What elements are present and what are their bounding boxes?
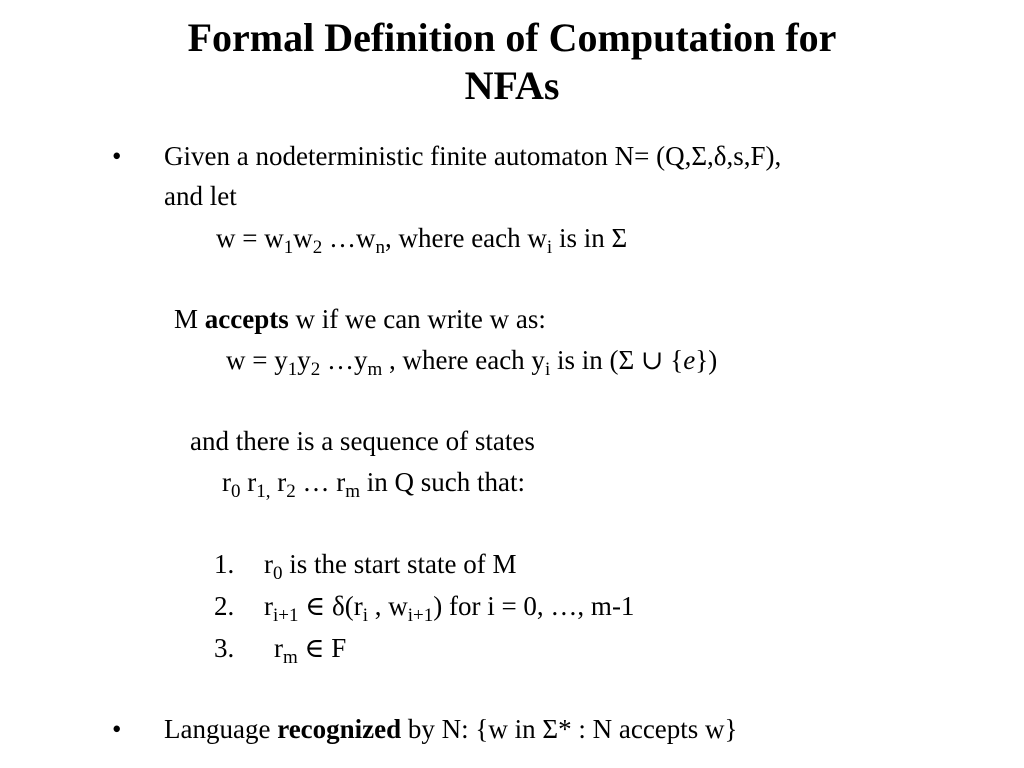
w-sub-i: i (546, 237, 553, 258)
c1-r: r (264, 549, 273, 579)
c3-tail: ∈ F (297, 633, 347, 663)
r-sub-1: 1, (256, 481, 271, 502)
bullet-1-line-2: and let (164, 181, 237, 211)
condition-3-number: 3. (214, 633, 235, 663)
y-eq: w = y (226, 345, 288, 375)
y-sub-i: i (544, 359, 551, 380)
c2-sub-i: i (362, 605, 368, 626)
c2-sub-2: i+1 (407, 605, 434, 626)
y-isin: is in (Σ ∪ { (550, 345, 684, 375)
condition-2-number: 2. (214, 591, 235, 621)
accepts-line (174, 303, 546, 335)
c2-sub-1: i+1 (273, 605, 299, 626)
y-sub-1: 1 (287, 359, 298, 380)
accepts-pre: M (174, 304, 205, 334)
y-decomposition (226, 344, 718, 380)
y-dots: …y (320, 345, 368, 375)
w-sub-1: 1 (283, 237, 294, 258)
w-sub-2: 2 (312, 237, 323, 258)
w-eq: w = w (216, 223, 284, 253)
y-sub-m: m (367, 359, 383, 380)
r-r1: r (240, 467, 257, 497)
c2-tail: ) for i = 0, …, m-1 (433, 591, 635, 621)
b2-post: by N: {w in Σ* : N accepts w} (401, 714, 738, 744)
y-where: , where each y (382, 345, 545, 375)
condition-2 (264, 590, 635, 626)
w-where: , where each w (384, 223, 547, 253)
y-close: }) (695, 345, 718, 375)
bullet-1-line-1: Given a nodeterministic finite automaton N= (Q,Σ,δ,s,F), (164, 141, 782, 171)
slide-title (0, 14, 1024, 110)
r-dots: … r (295, 467, 346, 497)
condition-3 (274, 632, 347, 668)
r-sub-2: 2 (286, 481, 296, 502)
w-dots: …w (322, 223, 376, 253)
c3-r: r (274, 633, 283, 663)
r-r2: r (270, 467, 287, 497)
w-definition (216, 222, 628, 258)
w-sub-n: n (375, 237, 385, 258)
states-line (222, 466, 526, 502)
r-r: r (222, 467, 231, 497)
w-isin: is in Σ (552, 223, 628, 253)
accepts-post: w if we can write w as: (288, 304, 546, 334)
c2-r: r (264, 591, 273, 621)
bullet-2 (164, 713, 738, 745)
sequence-line: and there is a sequence of states (190, 426, 535, 456)
c3-sub: m (283, 647, 298, 668)
r-sub-0: 0 (231, 481, 241, 502)
condition-1-number: 1. (214, 549, 235, 579)
c2-w: , w (367, 591, 408, 621)
y-epsilon: e (683, 345, 696, 375)
title-line-1: Formal Definition of Computation for (187, 15, 837, 60)
b2-bold: recognized (277, 714, 402, 744)
c2-mid: ∈ δ(r (298, 591, 363, 621)
w-w2: w (293, 223, 313, 253)
r-sub-m: m (345, 481, 361, 502)
accepts-bold: accepts (204, 304, 289, 334)
bullet-1-marker: • (112, 141, 122, 171)
title-line-2: NFAs (464, 63, 560, 108)
bullet-2-marker: • (112, 714, 122, 744)
c1-text: is the start state of M (282, 549, 517, 579)
y-sub-2: 2 (310, 359, 321, 380)
y-y2: y (297, 345, 311, 375)
r-tail: in Q such that: (360, 467, 526, 497)
c1-sub: 0 (273, 563, 283, 584)
condition-1 (264, 548, 517, 584)
b2-pre: Language (164, 714, 278, 744)
